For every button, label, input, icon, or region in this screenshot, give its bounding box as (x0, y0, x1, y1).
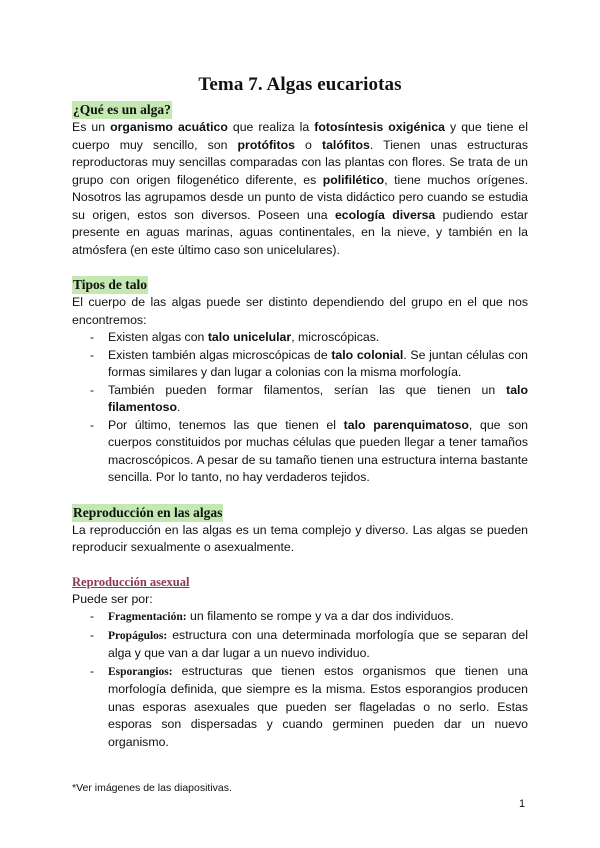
text-run: . Tienen unas estructuras reproductoras muy sencillas comparadas con las plantas con flores. Se trata de un grupo con origen filogenético diferente, es (72, 137, 528, 187)
text-run: Existen también algas microscópicas de (108, 347, 332, 362)
text-run: También pueden formar filamentos, serían las que tienen un (108, 382, 507, 397)
text-run: , que son cuerpos constituidos por muchas células que pueden llegar a tener tamaños macroscópicos. A pesar de su tamaño tienen una estructura interna bastante sencilla. Por lo tanto, no hay verdaderos tejidos. (108, 417, 529, 484)
list-item (90, 382, 528, 417)
bold-term: protófitos (237, 137, 295, 152)
text-run: pudiendo estar presente en aguas marinas, aguas continentales, en la nieve, y también en la atmósfera (en este último caso son unicelulares). (72, 207, 528, 257)
bold-term: ecología diversa (334, 207, 436, 222)
bold-term: talo filamentoso (108, 382, 528, 414)
text-run: . Se juntan células con formas similares y dan lugar a colonias con la misma morfología. (108, 347, 528, 379)
bold-term: talo colonial (331, 347, 404, 362)
text-run: Existen algas con (108, 330, 208, 344)
list-item (90, 329, 528, 347)
text-run: Es un (72, 120, 111, 134)
page-title: Tema 7. Algas eucariotas (198, 74, 402, 95)
section-paragraph (72, 119, 528, 259)
text-run: estructuras que tienen estos organismos que tienen una morfología definida, que siempre es la misma. Estos esporangios producen unas esporas asexuales que pueden ser flageladas o no serlo. Estas esporas son dispersadas y cuando germinen pueden dar un nuevo organismo. (108, 663, 528, 749)
text-run: y que tiene el cuerpo muy sencillo, son (72, 120, 528, 152)
bold-term: organismo acuático (110, 120, 228, 134)
text-run: estructura con una determinada morfología que se separan del alga y que van a dar lugar a un nuevo individuo. (108, 627, 528, 660)
list-item (90, 347, 528, 382)
section-paragraph: El cuerpo de las algas puede ser distinto dependiendo del grupo en el que nos encontremos: (72, 295, 528, 327)
text-run: un filamento se rompe y va a dar dos individuos. (186, 609, 454, 623)
bold-term: talófitos (322, 137, 370, 152)
footnote: *Ver imágenes de las diapositivas. (72, 782, 232, 794)
section-heading-reproduccion: Reproducción en las algas (73, 504, 223, 520)
document-page (72, 74, 528, 751)
list-item (90, 663, 528, 752)
list-item (90, 417, 528, 487)
section-heading-que-es: ¿Qué es un alga? (73, 102, 171, 117)
section-paragraph: La reproducción en las algas es un tema complejo y diverso. Las algas se pueden reproducir sexualmente o asexualmente. (72, 522, 528, 554)
bold-term: polifilético (322, 172, 385, 187)
text-run: o (294, 137, 322, 152)
subsection-heading-asexual: Reproducción asexual (72, 574, 190, 589)
section-heading-tipos-talo: Tipos de talo (73, 277, 148, 292)
item-term: Esporangios: (108, 665, 173, 678)
bold-term: talo unicelular (207, 330, 292, 344)
item-term: Fragmentación: (108, 611, 187, 623)
page-number: 1 (519, 798, 526, 810)
text-run: que realiza la (227, 120, 315, 134)
list-item (90, 608, 528, 627)
bold-term: fotosíntesis oxigénica (314, 120, 446, 134)
asexual-list (72, 608, 528, 751)
text-run: , tiene muchos orígenes. Nosotros las agrupamos desde un punto de vista didáctico pero cuando se estudia su origen, estos son diversos. Poseen una (72, 172, 528, 222)
item-term: Propágulos: (108, 629, 168, 642)
bold-term: talo parenquimatoso (343, 417, 469, 432)
text-run: , microscópicas. (291, 330, 380, 344)
text-run: Por último, tenemos las que tienen el (108, 417, 344, 432)
text-run: . (177, 400, 181, 414)
list-item (90, 627, 528, 663)
talo-list (72, 329, 528, 487)
section-paragraph: Puede ser por: (72, 591, 153, 606)
